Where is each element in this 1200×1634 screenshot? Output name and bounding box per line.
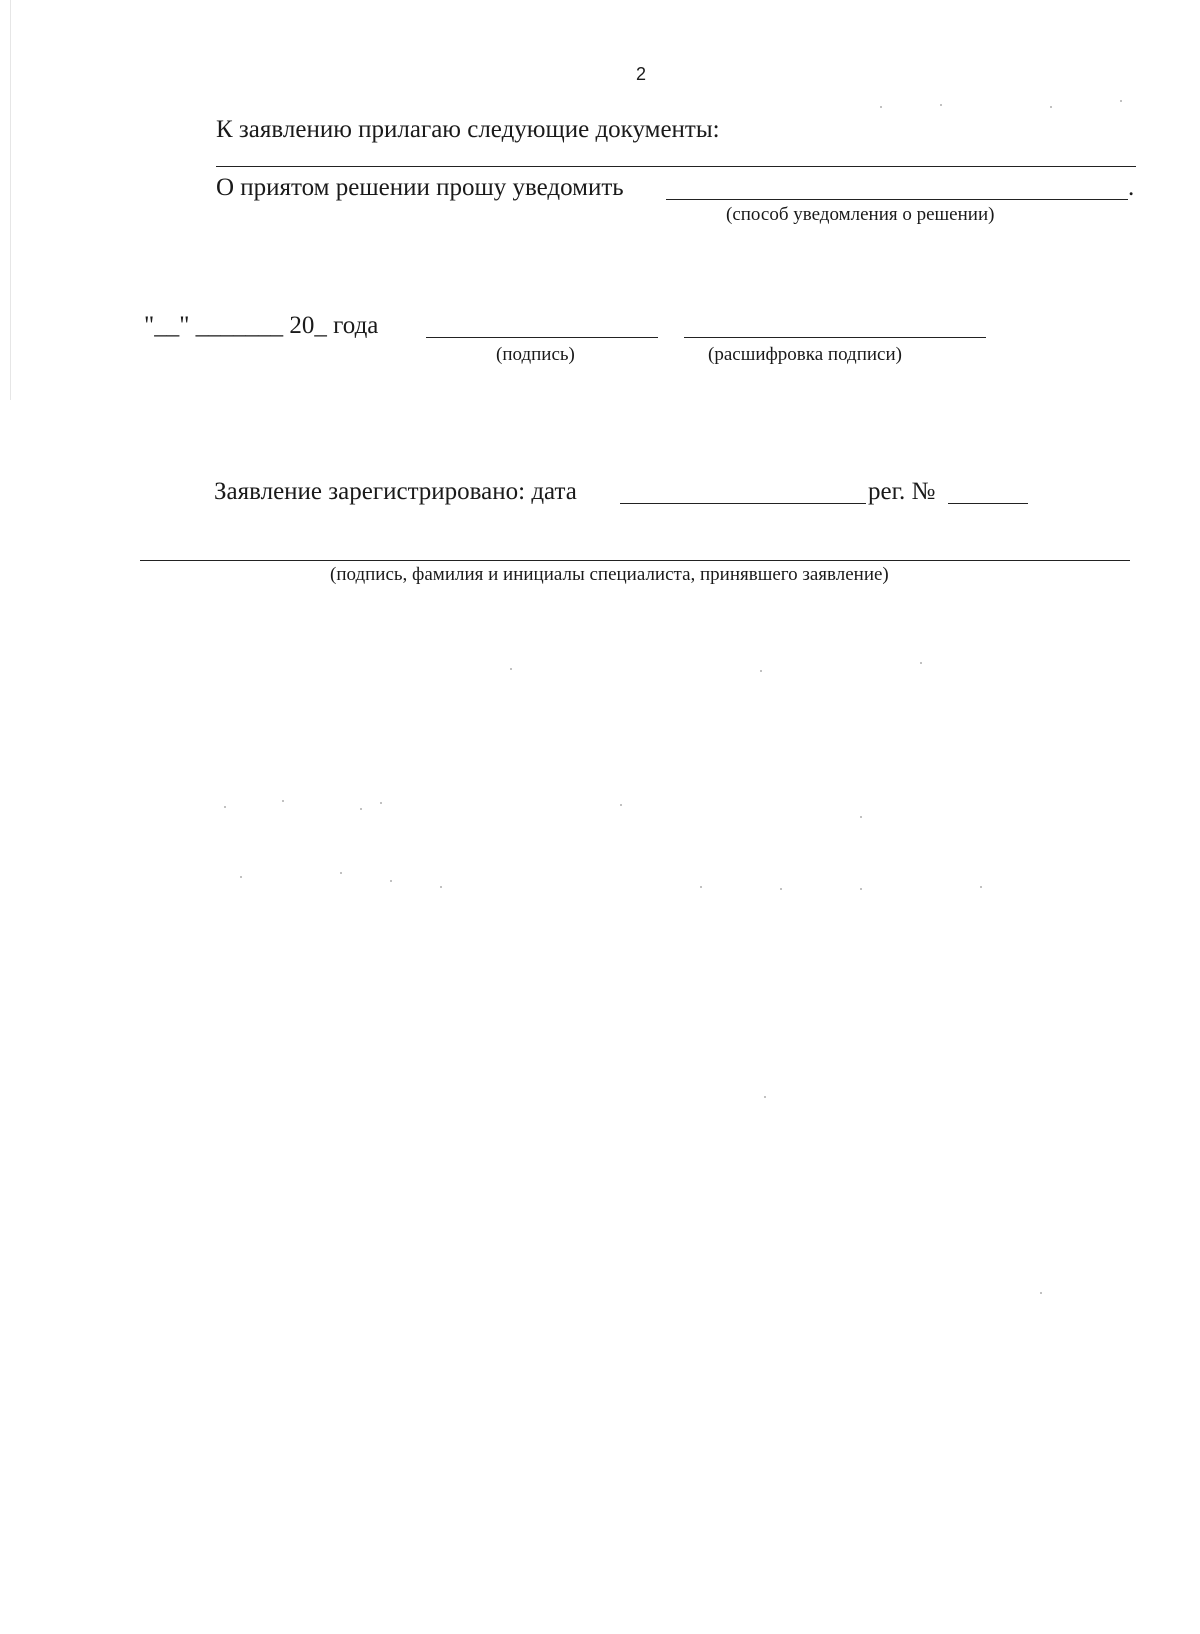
scan-speck bbox=[380, 802, 382, 804]
scan-speck bbox=[860, 888, 862, 890]
registration-label: Заявление зарегистрировано: дата bbox=[214, 478, 577, 505]
scan-speck bbox=[282, 800, 284, 802]
scan-speck bbox=[1120, 100, 1122, 102]
scan-edge-mark bbox=[0, 0, 11, 400]
scan-speck bbox=[940, 104, 942, 106]
scan-speck bbox=[980, 886, 982, 888]
scan-speck bbox=[764, 1096, 766, 1098]
scan-speck bbox=[700, 886, 702, 888]
scan-speck bbox=[390, 880, 392, 882]
scan-speck bbox=[860, 816, 862, 818]
signature-blank-line bbox=[426, 337, 658, 338]
scan-speck bbox=[360, 808, 362, 810]
notification-caption: (способ уведомления о решении) bbox=[726, 204, 995, 225]
attachments-label: К заявлению прилагаю следующие документы: bbox=[216, 116, 720, 143]
notification-end-period: . bbox=[1128, 174, 1135, 201]
registration-number-label: рег. № bbox=[868, 478, 936, 505]
date-line: "__" _______ 20_ года bbox=[144, 312, 379, 339]
page-number: 2 bbox=[636, 64, 647, 84]
scan-speck bbox=[340, 872, 342, 874]
attachments-blank-line bbox=[216, 166, 1136, 167]
registration-date-blank-line bbox=[620, 503, 866, 504]
notification-blank-line bbox=[666, 199, 1128, 200]
signature-decoding-blank-line bbox=[684, 337, 986, 338]
scan-speck bbox=[1040, 1292, 1042, 1294]
specialist-signature-caption: (подпись, фамилия и инициалы специалиста, принявшего заявление) bbox=[330, 564, 889, 585]
scan-speck bbox=[510, 668, 512, 670]
notification-label: О приятом решении прошу уведомить bbox=[216, 174, 624, 201]
scan-speck bbox=[1050, 106, 1052, 108]
scan-speck bbox=[620, 804, 622, 806]
scan-speck bbox=[224, 806, 226, 808]
registration-number-blank-line bbox=[948, 503, 1028, 504]
signature-caption: (подпись) bbox=[496, 344, 575, 365]
scan-speck bbox=[920, 662, 922, 664]
scan-speck bbox=[780, 888, 782, 890]
specialist-signature-blank-line bbox=[140, 560, 1130, 561]
scan-speck bbox=[880, 106, 882, 108]
scan-speck bbox=[440, 886, 442, 888]
scan-speck bbox=[760, 670, 762, 672]
scan-speck bbox=[240, 876, 242, 878]
signature-decoding-caption: (расшифровка подписи) bbox=[708, 344, 902, 365]
